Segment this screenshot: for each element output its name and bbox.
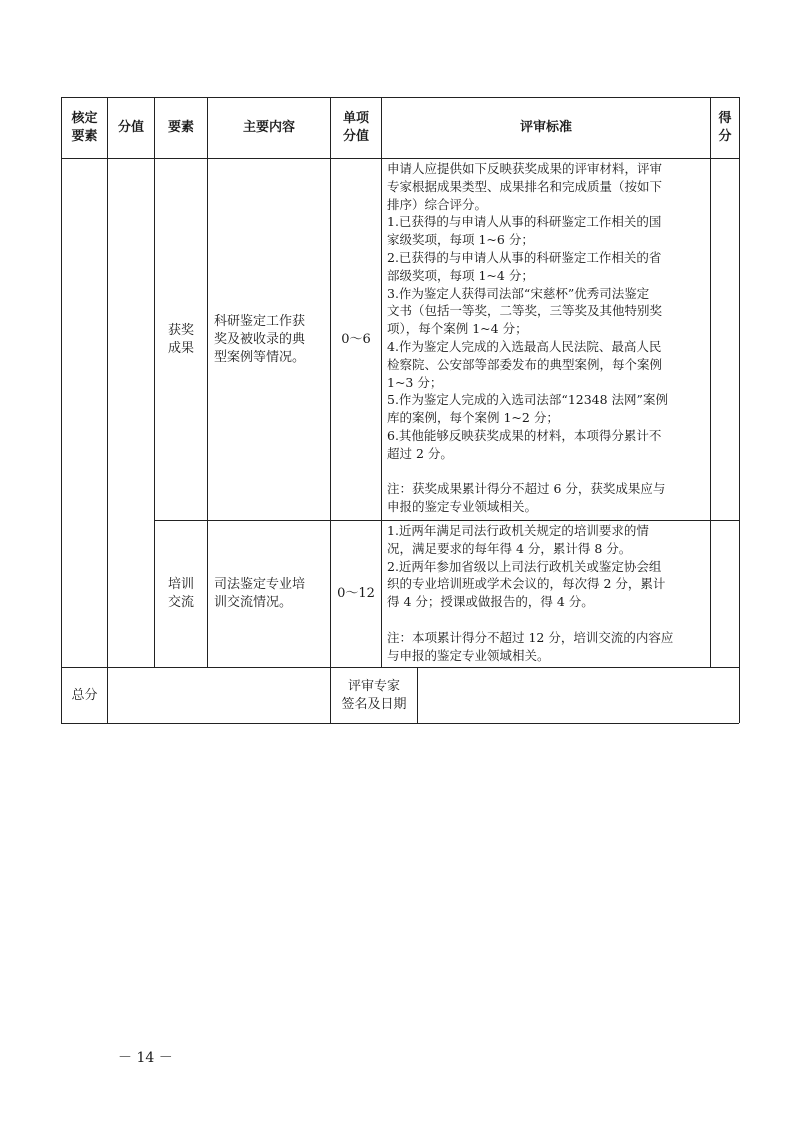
criteria-line: 检察院、公安部等部委发布的典型案例，每个案例 xyxy=(387,356,663,372)
content-line: 型案例等情况。 xyxy=(214,349,306,365)
criteria-line: 申报的鉴定专业领域相关。 xyxy=(387,499,538,515)
table-right-border xyxy=(739,97,740,723)
page-number: － 14 － xyxy=(118,1050,173,1066)
header-element: 要素 xyxy=(167,120,194,135)
criteria-line xyxy=(387,463,668,481)
criteria-line: 4.作为鉴定人完成的入选最高人民法院、最高人民 xyxy=(387,338,662,354)
criteria-line: 库的案例，每个案例 1~2 分； xyxy=(387,410,559,426)
criteria-line: 3.作为鉴定人获得司法部“宋慈杯”优秀司法鉴定 xyxy=(387,285,650,301)
signature-label xyxy=(331,668,417,723)
header-item-score: 单项 分值 xyxy=(342,111,369,144)
criteria-line: 1.已获得的与申请人从事的科研鉴定工作相关的国 xyxy=(387,214,662,230)
content-line: 科研鉴定工作获 xyxy=(214,313,306,329)
criteria-line: 项），每个案例 1~4 分； xyxy=(387,321,528,337)
row-training-content xyxy=(214,521,329,667)
row-awards-content xyxy=(214,159,329,520)
criteria-line: 注：获奖成果累计得分不超过 6 分，获奖成果应与 xyxy=(387,481,666,497)
col-divider-6 xyxy=(710,97,711,667)
criteria-line: 得 4 分；授课或做报告的，得 4 分。 xyxy=(387,594,594,610)
criteria-line: 5.作为鉴定人完成的入选司法部“12348 法网”案例 xyxy=(387,392,668,408)
criteria-line: 超过 2 分。 xyxy=(387,445,453,461)
col-divider-3 xyxy=(207,97,208,667)
signature-label-line: 签名及日期 xyxy=(341,696,407,712)
signature-label-line: 评审专家 xyxy=(347,678,400,694)
criteria-line: 6.其他能够反映获奖成果的材料，本项得分累计不 xyxy=(387,427,662,443)
total-score-cell[interactable] xyxy=(108,668,330,723)
header-points: 得 分 xyxy=(718,111,732,144)
content-line: 司法鉴定专业培 xyxy=(214,577,306,592)
row-awards-element: 获奖 成果 xyxy=(167,322,194,356)
criteria-line: 2.已获得的与申请人从事的科研鉴定工作相关的省 xyxy=(387,249,662,265)
header-main-content: 主要内容 xyxy=(242,120,295,135)
criteria-line: 部级奖项，每项 1~4 分； xyxy=(387,267,534,283)
row-training-element: 培训 交流 xyxy=(167,577,194,610)
row-awards-criteria xyxy=(387,160,668,516)
criteria-line xyxy=(387,611,673,629)
content-line: 训交流情况。 xyxy=(214,595,293,610)
criteria-line: 专家根据成果类型、成果排名和完成质量（按如下 xyxy=(387,178,663,194)
criteria-line: 家级奖项，每项 1~6 分； xyxy=(387,232,534,248)
col-divider-1 xyxy=(107,97,108,723)
criteria-line: 与申报的鉴定专业领域相关。 xyxy=(387,647,550,663)
criteria-line: 申请人应提供如下反映获奖成果的评审材料，评审 xyxy=(387,161,663,176)
criteria-line: 2.近两年参加省级以上司法行政机关或鉴定协会组 xyxy=(387,558,662,574)
signature-field[interactable] xyxy=(418,668,739,723)
criteria-line: 注：本项累计得分不超过 12 分，培训交流的内容应 xyxy=(387,629,674,645)
row-awards-range: 0～6 xyxy=(341,331,371,347)
criteria-line: 织的专业培训班或学术会议的，每次得 2 分，累计 xyxy=(387,576,666,592)
criteria-line: 排序）综合评分。 xyxy=(387,196,488,212)
total-label: 总分 xyxy=(71,687,98,703)
content-line: 奖及被收录的典 xyxy=(214,331,306,347)
row-training-range: 0～12 xyxy=(337,586,375,601)
criteria-line: 况，满足要求的每年得 4 分，累计得 8 分。 xyxy=(387,540,632,556)
row-training-criteria xyxy=(387,522,673,664)
criteria-line: 文书（包括一等奖，二等奖，三等奖及其他特别奖 xyxy=(387,303,663,319)
table-left-border xyxy=(61,97,62,723)
criteria-line: 1.近两年满足司法行政机关规定的培训要求的情 xyxy=(387,523,649,538)
header-criteria: 评审标准 xyxy=(519,120,572,135)
col-divider-5 xyxy=(381,97,382,667)
header-score-value: 分值 xyxy=(117,120,144,135)
table-bottom-border xyxy=(61,723,739,724)
header-factor: 核定 要素 xyxy=(71,111,98,144)
criteria-line: 1~3 分； xyxy=(387,374,443,390)
